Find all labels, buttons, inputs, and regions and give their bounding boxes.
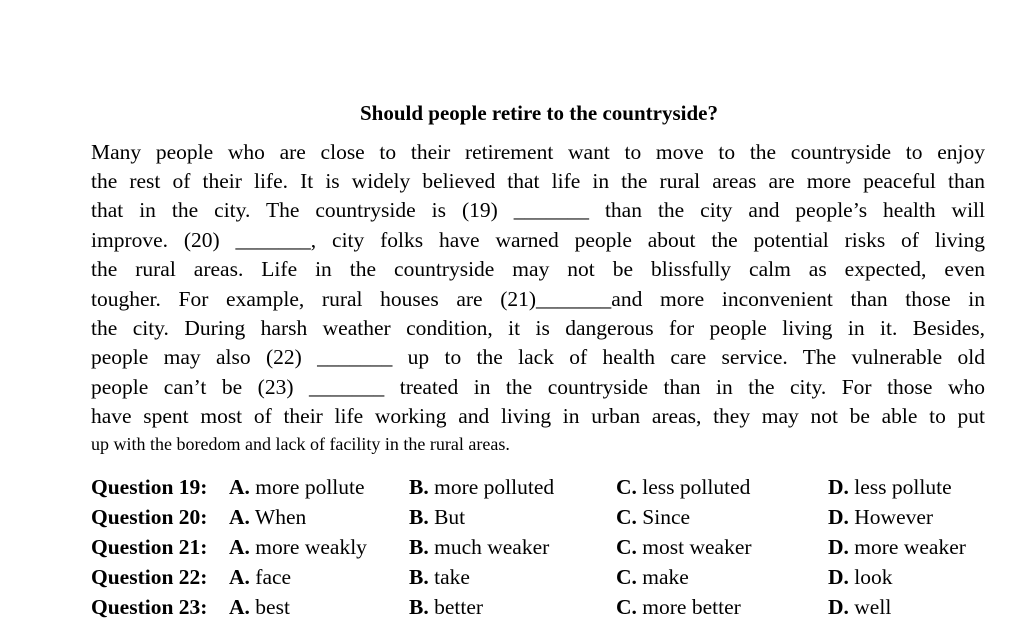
option-a[interactable]: A. more pollute [229, 475, 365, 499]
passage-line: Many people who are close to their retirement want to move to the countryside to enjoy [91, 140, 985, 164]
passage-line: people may also (22) _______ up to the lack of health care service. The vulnerable old [91, 345, 985, 369]
option-a[interactable]: A. When [229, 505, 307, 529]
passage-line: up with the boredom and lack of facility in the rural areas. [91, 434, 510, 454]
option-c[interactable]: C. make [616, 565, 689, 589]
option-c[interactable]: C. most weaker [616, 535, 752, 559]
passage-line: the city. During harsh weather condition, it is dangerous for people living in it. Besides, [91, 316, 985, 340]
option-b[interactable]: B. take [409, 565, 470, 589]
passage-line: people can’t be (23) _______ treated in the countryside than in the city. For those who [91, 375, 985, 399]
option-b[interactable]: B. much weaker [409, 535, 550, 559]
question-label: Question 22: [91, 565, 208, 589]
option-d[interactable]: D. less pollute [828, 475, 952, 499]
option-c[interactable]: C. less polluted [616, 475, 751, 499]
option-d[interactable]: D. However [828, 505, 934, 529]
option-d[interactable]: D. more weaker [828, 535, 966, 559]
passage-line: the rural areas. Life in the countryside may not be blissfully calm as expected, even [91, 257, 985, 281]
option-b[interactable]: B. more polluted [409, 475, 555, 499]
passage-line: the rest of their life. It is widely believed that life in the rural areas are more peaceful than [91, 169, 985, 193]
page-title: Should people retire to the countryside? [360, 101, 718, 125]
question-label: Question 20: [91, 505, 208, 529]
passage-line: have spent most of their life working and living in urban areas, they may not be able to put [91, 404, 985, 428]
option-d[interactable]: D. well [828, 595, 892, 619]
option-b[interactable]: B. But [409, 505, 466, 529]
option-a[interactable]: A. face [229, 565, 292, 589]
option-c[interactable]: C. Since [616, 505, 691, 529]
question-label: Question 21: [91, 535, 208, 559]
question-label: Question 23: [91, 595, 208, 619]
option-b[interactable]: B. better [409, 595, 484, 619]
option-c[interactable]: C. more better [616, 595, 741, 619]
option-d[interactable]: D. look [828, 565, 893, 589]
passage-line: that in the city. The countryside is (19) _______ than the city and people’s health will [91, 198, 985, 222]
question-label: Question 19: [91, 475, 208, 499]
passage-line: improve. (20) _______, city folks have warned people about the potential risks of living [91, 228, 985, 252]
option-a[interactable]: A. best [229, 595, 290, 619]
passage-line: tougher. For example, rural houses are (21)_______and more inconvenient than those in [91, 287, 985, 311]
option-a[interactable]: A. more weakly [229, 535, 367, 559]
